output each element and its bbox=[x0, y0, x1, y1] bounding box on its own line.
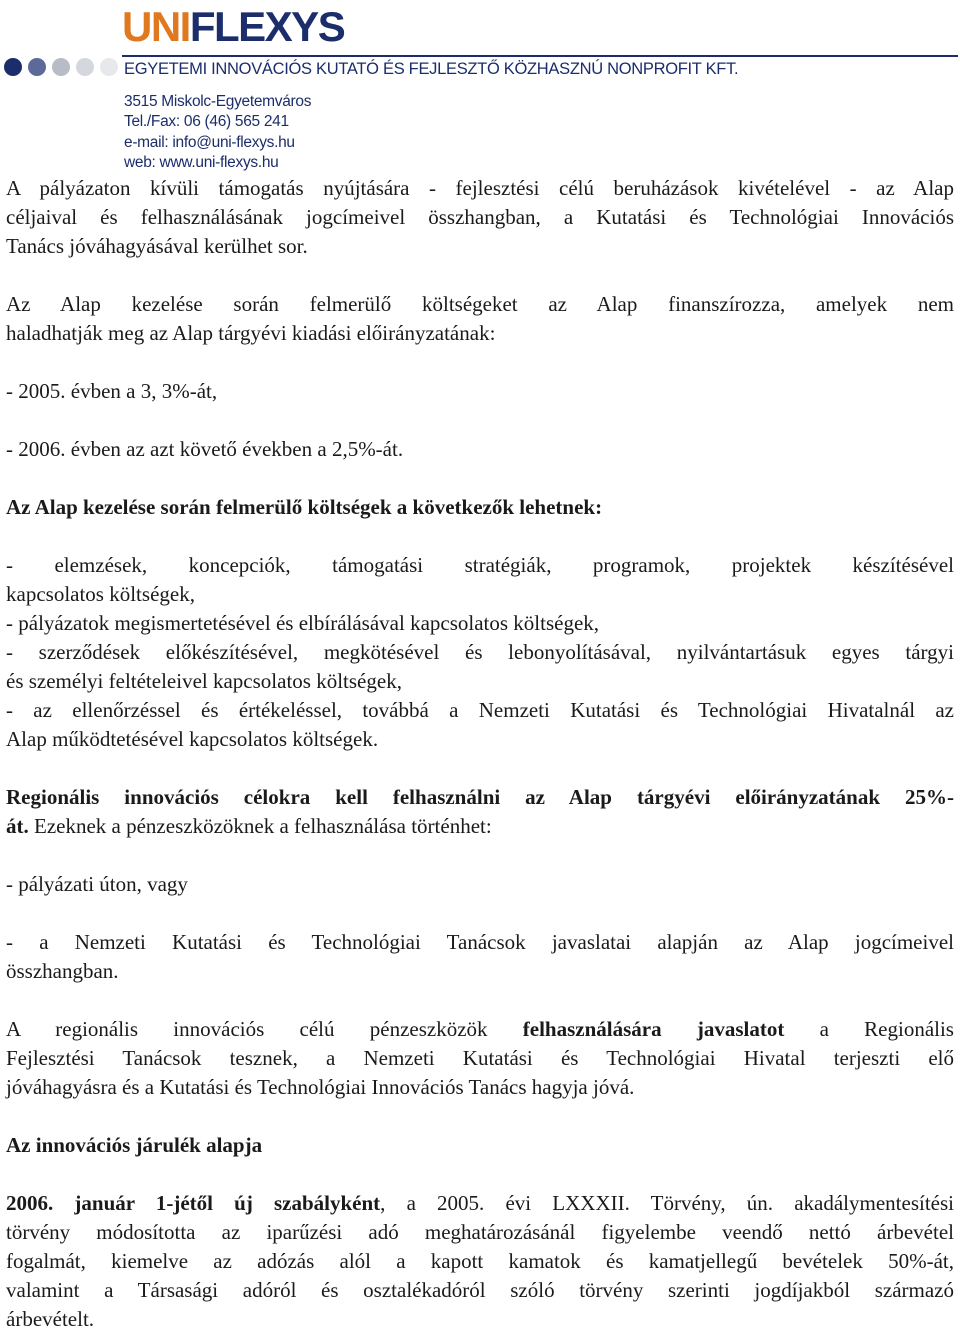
text-line: - az ellenőrzéssel és értékeléssel, továbbá a Nemzeti Kutatási és Technológiai Hivatalnál az bbox=[6, 698, 954, 722]
website: web: www.uni-flexys.hu bbox=[124, 154, 279, 171]
text-line: Alap működtetésével kapcsolatos költségek. bbox=[6, 727, 379, 751]
paragraph-regional-funds bbox=[6, 1015, 954, 1102]
text-line: haladhatják meg az Alap tárgyévi kiadási előirányzatának: bbox=[6, 321, 496, 345]
text-line: Fejlesztési Tanácsok tesznek, a Nemzeti Kutatási és Technológiai Hivatal terjeszti elő bbox=[6, 1046, 954, 1070]
phone: Tel./Fax: 06 (46) 565 241 bbox=[124, 113, 289, 130]
list-item-2006: - 2006. évben az azt követő években a 2,5%-át. bbox=[6, 437, 404, 461]
text-line: 2006. január 1-jétől új szabályként, a 2005. évi LXXXII. Törvény, ún. akadálymentesítési bbox=[6, 1191, 954, 1215]
letterhead-rule bbox=[122, 55, 958, 57]
logo-dot-1 bbox=[4, 58, 22, 76]
text-line: és személyi feltételeivel kapcsolatos költségek, bbox=[6, 669, 402, 693]
text-line: - elemzések, koncepciók, támogatási stratégiák, programok, projektek készítésével bbox=[6, 553, 954, 577]
document-body bbox=[6, 174, 954, 1334]
text-line: jóváhagyásra és a Kutatási és Technológiai Innovációs Tanács hagyja jóvá. bbox=[6, 1075, 635, 1099]
text-line: Regionális innovációs célokra kell felhasználni az Alap tárgyévi előirányzatának 25%- bbox=[6, 785, 954, 809]
list-item-2005: - 2005. évben a 3, 3%-át, bbox=[6, 379, 218, 403]
text-line: összhangban. bbox=[6, 959, 119, 983]
text-line: fogalmát, kiemelve az adózás alól a kapott kamatok és kamatjellegű bevételek 50%-át, bbox=[6, 1249, 954, 1273]
paragraph-council bbox=[6, 928, 954, 986]
text-line: Az Alap kezelése során felmerülő költségeket az Alap finanszírozza, amelyek nem bbox=[6, 292, 954, 316]
text-line: céljaival és felhasználásának jogcímeivel összhangban, a Kutatási és Technológiai Innovációs bbox=[6, 205, 954, 229]
text-line: - szerződések előkészítésével, megkötésével és lebonyolításával, nyilvántartásuk egyes tárgyi bbox=[6, 640, 954, 664]
letterhead bbox=[0, 0, 960, 170]
text-line: Tanács jóváhagyásával kerülhet sor. bbox=[6, 234, 308, 258]
paragraph-support bbox=[6, 174, 954, 261]
logo-dot-5 bbox=[100, 58, 118, 76]
email: e-mail: info@uni-flexys.hu bbox=[124, 134, 295, 151]
text-line: át. Ezeknek a pénzeszközöknek a felhasználása történhet: bbox=[6, 814, 492, 838]
text-line: árbevételt. bbox=[6, 1307, 95, 1331]
text-line: A pályázaton kívüli támogatás nyújtására - fejlesztési célú beruházások kivételével - az Alap bbox=[6, 176, 954, 200]
text-line: valamint a Társasági adóról és osztalékadóról szóló törvény szerinti jogdíjakból származó bbox=[6, 1278, 954, 1302]
address: 3515 Miskolc-Egyetemváros bbox=[124, 93, 312, 110]
text-line: - a Nemzeti Kutatási és Technológiai Tanácsok javaslatai alapján az Alap jogcímeivel bbox=[6, 930, 954, 954]
paragraph-2006-rule bbox=[6, 1189, 954, 1334]
paragraph-costs bbox=[6, 290, 954, 348]
text-line: - pályázatok megismertetésével és elbírálásával kapcsolatos költségek, bbox=[6, 611, 600, 635]
organization-name: EGYETEMI INNOVÁCIÓS KUTATÓ ÉS FEJLESZTŐ KÖZHASZNÚ NONPROFIT KFT. bbox=[124, 60, 739, 78]
text-line: törvény módosította az iparűzési adó meghatározásánál figyelembe veendő nettó árbevétel bbox=[6, 1220, 954, 1244]
heading-costs: Az Alap kezelése során felmerülő költségek a következők lehetnek: bbox=[6, 495, 603, 519]
text-line: A regionális innovációs célú pénzeszközök felhasználására javaslatot a Regionális bbox=[6, 1017, 954, 1041]
list-item-tender: - pályázati úton, vagy bbox=[6, 872, 188, 896]
company-logo: UNIFLEXYS bbox=[122, 3, 345, 50]
heading-innovation-levy: Az innovációs járulék alapja bbox=[6, 1133, 263, 1157]
logo-dot-3 bbox=[52, 58, 70, 76]
paragraph-regional bbox=[6, 783, 954, 841]
logo-dot-4 bbox=[76, 58, 94, 76]
paragraph-cost-list bbox=[6, 551, 954, 754]
text-line: kapcsolatos költségek, bbox=[6, 582, 195, 606]
logo-dot-2 bbox=[28, 58, 46, 76]
